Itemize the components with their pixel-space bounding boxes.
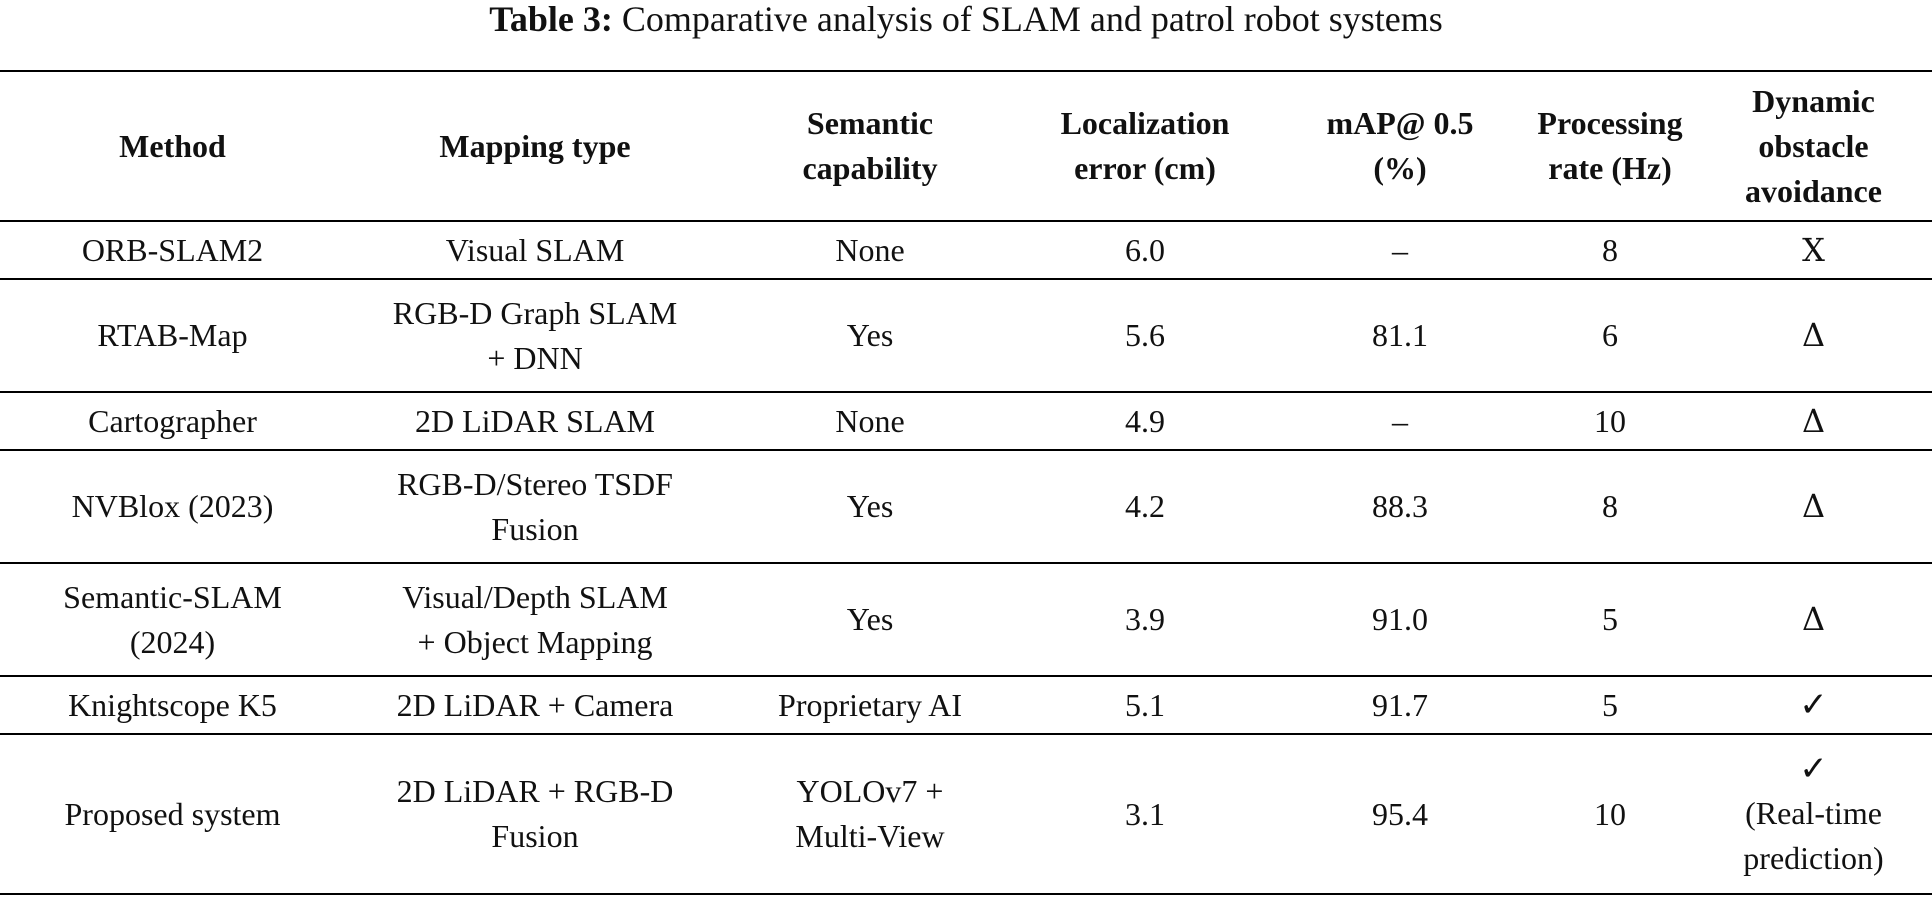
cell-processing-rate: 10: [1594, 795, 1626, 832]
table-row: [0, 279, 1932, 392]
cell-map: 88.3: [1372, 488, 1428, 524]
cell-method: NVBlox (2023): [71, 488, 274, 524]
cell-localization-error: 5.1: [1125, 686, 1165, 723]
header-method: Method: [119, 127, 226, 164]
cell-method: Semantic-SLAM (2024): [63, 578, 282, 660]
check-icon: ✓: [1799, 749, 1828, 789]
avoidance-mark: Δ: [1801, 316, 1826, 354]
cell-localization-error: 6.0: [1125, 231, 1165, 268]
cell-semantic-capability: Proprietary AI: [778, 686, 962, 723]
table-row: [0, 676, 1932, 734]
avoidance-mark: Δ: [1801, 600, 1826, 638]
cell-obstacle-avoidance: [1695, 450, 1932, 563]
cell-processing-rate: 8: [1602, 231, 1618, 268]
table-caption-label: Table 3:: [489, 0, 613, 39]
cell-obstacle-avoidance: [1695, 734, 1932, 894]
cell-mapping-type: 2D LiDAR SLAM: [414, 402, 655, 439]
cell-map: 81.1: [1372, 317, 1428, 353]
cell-method: RTAB-Map: [97, 317, 248, 353]
cell-localization-error: 3.9: [1125, 601, 1165, 637]
cell-obstacle-avoidance: [1695, 676, 1932, 734]
cell-mapping-type: RGB-D Graph SLAM + DNN: [392, 294, 678, 376]
header-map: mAP@ 0.5 (%): [1326, 105, 1474, 186]
cell-localization-error: 4.2: [1125, 488, 1165, 524]
check-icon: ✓: [1799, 685, 1828, 725]
cell-method: Cartographer: [88, 402, 257, 439]
header-mapping-type: Mapping type: [439, 127, 631, 164]
cell-obstacle-avoidance: [1695, 279, 1932, 392]
cell-mapping-type: 2D LiDAR + Camera: [396, 686, 674, 723]
cell-localization-error: 5.6: [1125, 317, 1165, 353]
cell-method: Knightscope K5: [68, 686, 277, 723]
cell-map: –: [1392, 231, 1408, 268]
avoidance-note: (Real-time prediction): [1743, 795, 1884, 876]
cell-semantic-capability: Yes: [846, 317, 894, 353]
cell-processing-rate: 5: [1602, 686, 1618, 723]
cell-mapping-type: Visual/Depth SLAM + Object Mapping: [402, 578, 668, 660]
header-semantic-capability: Semantic capability: [802, 105, 938, 186]
table-row: [0, 392, 1932, 450]
cell-semantic-capability: None: [835, 231, 905, 268]
avoidance-mark: Δ: [1801, 487, 1826, 525]
cell-method: Proposed system: [64, 795, 281, 832]
table-row: [0, 563, 1932, 676]
cell-method: ORB-SLAM2: [81, 231, 264, 268]
table-row: [0, 221, 1932, 279]
cell-processing-rate: 6: [1602, 317, 1618, 353]
cell-obstacle-avoidance: [1695, 392, 1932, 450]
cell-localization-error: 4.9: [1125, 402, 1165, 439]
table-row: [0, 450, 1932, 563]
cell-mapping-type: RGB-D/Stereo TSDF Fusion: [397, 465, 673, 547]
cell-obstacle-avoidance: [1695, 563, 1932, 676]
table-body: [0, 221, 1932, 894]
cell-map: 91.0: [1372, 601, 1428, 637]
table-header: [0, 71, 1932, 221]
comparison-table: [0, 70, 1932, 895]
cell-processing-rate: 8: [1602, 488, 1618, 524]
cell-map: –: [1392, 402, 1408, 439]
avoidance-mark: X: [1802, 230, 1825, 269]
table-caption-text: Comparative analysis of SLAM and patrol robot systems: [612, 0, 1443, 39]
table-row: [0, 734, 1932, 894]
cell-semantic-capability: Yes: [846, 601, 894, 637]
cell-map: 95.4: [1372, 795, 1428, 832]
cell-semantic-capability: YOLOv7 + Multi-View: [795, 773, 945, 854]
cell-semantic-capability: Yes: [846, 488, 894, 524]
cell-mapping-type: Visual SLAM: [445, 231, 625, 268]
avoidance-mark: Δ: [1801, 401, 1826, 440]
cell-mapping-type: 2D LiDAR + RGB-D Fusion: [396, 773, 674, 854]
cell-processing-rate: 10: [1594, 402, 1626, 439]
cell-semantic-capability: None: [835, 402, 905, 439]
cell-obstacle-avoidance: [1695, 221, 1932, 279]
cell-localization-error: 3.1: [1125, 795, 1165, 832]
header-obstacle-avoidance: Dynamic obstacle avoidance: [1745, 82, 1882, 209]
table-caption: [0, 0, 1932, 38]
header-row: [0, 71, 1932, 221]
header-processing-rate: Processing rate (Hz): [1537, 105, 1683, 186]
cell-map: 91.7: [1372, 686, 1428, 723]
header-localization-error: Localization error (cm): [1060, 105, 1230, 186]
cell-processing-rate: 5: [1602, 601, 1618, 637]
